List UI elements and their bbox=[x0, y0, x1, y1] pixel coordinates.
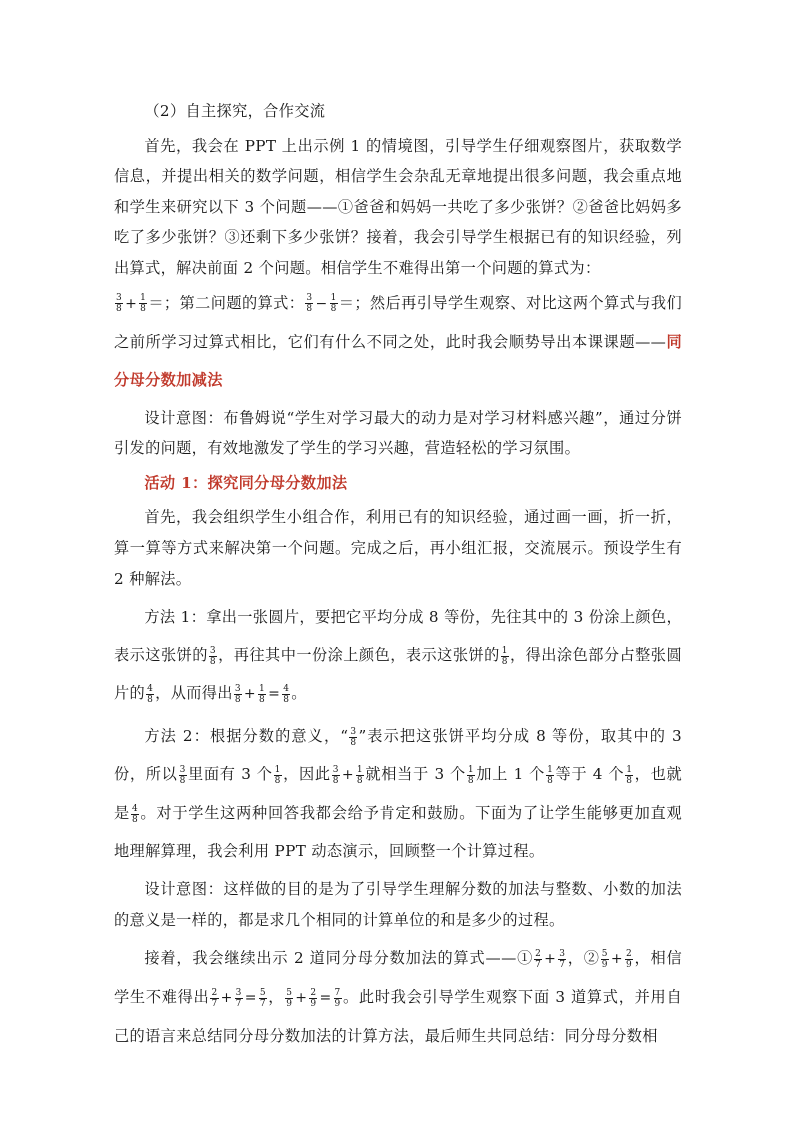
m2-text-a: 方法 2：根据分数的意义，“ bbox=[144, 727, 349, 746]
fraction-2-7: $\frac{2}{7}$ bbox=[211, 988, 218, 1010]
fraction-3-8: $\frac{3}{8}$ bbox=[306, 293, 313, 315]
p3-text-c: ，相信学生不难得出 bbox=[114, 949, 682, 1007]
fraction-4-8: $\frac{4}{8}$ bbox=[131, 803, 139, 825]
fraction-1-8: $\frac{1}{8}$ bbox=[467, 764, 474, 786]
heading-text: （2）自主探究，合作交流 bbox=[144, 102, 326, 120]
fraction-1-8: $\frac{1}{8}$ bbox=[259, 683, 266, 705]
m2-text-c: 里面有 3 个 bbox=[187, 765, 273, 784]
equals-sign: = bbox=[244, 990, 257, 1007]
m2-text-b: ”表示把这张饼平均分成 8 等份，取其中的 3 份，所以 bbox=[114, 727, 682, 784]
m2-text-i: 。对于学生这两种回答我都会给予肯定和鼓励。下面为了让学生能够更加直观地理解算理，我会利用 PPT 动态演示，回顾整一个计算过程。 bbox=[114, 804, 682, 861]
paragraph-design-intent-2 bbox=[114, 874, 682, 935]
fraction-3-8: $\frac{3}{8}$ bbox=[179, 764, 186, 786]
m1-text-c: ，得出涂色部分占整张圆片的 bbox=[114, 646, 682, 703]
section-heading bbox=[114, 96, 682, 127]
m2-text-d: ，因此 bbox=[282, 765, 331, 784]
equals-sign: = bbox=[268, 686, 281, 703]
paragraph-more-examples bbox=[114, 939, 682, 1055]
plus-sign: + bbox=[610, 951, 623, 968]
fraction-2-7: $\frac{2}{7}$ bbox=[535, 949, 542, 971]
paragraph-method-1 bbox=[114, 598, 682, 713]
m2-text-h: ，也就是 bbox=[114, 765, 682, 823]
p3-text-a: 接着，我会继续出示 2 道同分母分数加法的算式——① bbox=[144, 949, 534, 968]
activity-title: 活动 1：探究同分母分数加法 bbox=[144, 473, 348, 492]
design1-text: 设计意图：布鲁姆说“学生对学习最大的动力是对学习材料感兴趣”，通过分饼引发的问题，有效地激发了学生的学习兴趣，营造轻松的学习氛围。 bbox=[114, 408, 682, 458]
fraction-7-9: $\frac{7}{9}$ bbox=[334, 988, 341, 1010]
paragraph-method-2 bbox=[114, 717, 682, 870]
p3-text-b: ，② bbox=[567, 949, 600, 968]
plus-sign: + bbox=[243, 686, 257, 703]
plus-sign: + bbox=[295, 990, 308, 1007]
fraction-5-7: $\frac{5}{7}$ bbox=[259, 988, 266, 1010]
fraction-3-8: $\frac{3}{8}$ bbox=[332, 764, 339, 786]
fraction-3-8: $\frac{3}{8}$ bbox=[116, 293, 123, 315]
fraction-1-8: $\frac{1}{8}$ bbox=[626, 764, 633, 786]
activity-heading bbox=[114, 468, 682, 499]
lesson-title: 同分母分数加减法 bbox=[114, 332, 682, 389]
plus-sign: + bbox=[544, 951, 557, 968]
m2-text-f: 加上 1 个 bbox=[475, 765, 546, 784]
fraction-1-8: $\frac{1}{8}$ bbox=[501, 645, 508, 667]
minus-sign: − bbox=[315, 295, 328, 312]
equals-sign: = bbox=[319, 990, 332, 1007]
m1-text-b: ，再往其中一份涂上颜色，表示这张饼的 bbox=[217, 646, 500, 665]
p3-text-d: ， bbox=[267, 988, 285, 1007]
fraction-5-9: $\frac{5}{9}$ bbox=[601, 949, 608, 971]
intro-text-b: ＝；第二问题的算式： bbox=[148, 293, 305, 312]
m1-text-d: ，从而得出 bbox=[155, 684, 233, 703]
fraction-4-8: $\frac{4}{8}$ bbox=[147, 683, 154, 705]
paragraph-design-intent-1 bbox=[114, 403, 682, 464]
m1-text-a: 方法 1：拿出一张圆片，要把它平均分成 8 等份，先往其中的 3 份涂上颜色，表示这张饼的 bbox=[114, 608, 682, 665]
intro-text: 首先，我会在 PPT 上出示例 1 的情境图，引导学生仔细观察图片，获取数学信息，并提出相关的数学问题，相信学生会杂乱无章地提出很多问题，我会重点地和学生来研究以下 3 个问题——①爸爸和妈妈一共吃了多少张饼？②爸爸比妈妈多吃了多少张饼？③还剩下多少张饼？接着，我会引导学生根据已有的知识经验，列出算式，解决前面 2 个问题。相信学生不难得出第一个问题的算式为： bbox=[114, 136, 682, 277]
fraction-3-8: $\frac{3}{8}$ bbox=[209, 645, 216, 667]
plus-sign: + bbox=[341, 767, 354, 784]
fraction-5-9: $\frac{5}{9}$ bbox=[286, 988, 293, 1010]
plus-sign: + bbox=[125, 295, 138, 312]
fraction-1-8: $\frac{1}{8}$ bbox=[356, 764, 363, 786]
fraction-2-9: $\frac{2}{9}$ bbox=[625, 949, 633, 971]
fraction-3-7: $\frac{3}{7}$ bbox=[235, 988, 242, 1010]
paragraph-group-work bbox=[114, 502, 682, 594]
p3-text-e: 。此时我会引导学生观察下面 3 道算式，并用自己的语言来总结同分母分数加法的计算方法，最后师生共同总结：同分母分数相 bbox=[114, 988, 682, 1046]
plus-sign: + bbox=[220, 990, 233, 1007]
fraction-2-9: $\frac{2}{9}$ bbox=[310, 988, 317, 1010]
fraction-4-8: $\frac{4}{8}$ bbox=[283, 683, 290, 705]
group-work-text: 首先，我会组织学生小组合作，利用已有的知识经验，通过画一画，折一折，算一算等方式来解决第一个问题。完成之后，再小组汇报，交流展示。预设学生有 2 种解法。 bbox=[114, 508, 682, 588]
m2-text-g: 等于 4 个 bbox=[555, 765, 625, 784]
fraction-1-8: $\frac{1}{8}$ bbox=[274, 764, 281, 786]
design2-text: 设计意图：这样做的目的是为了引导学生理解分数的加法与整数、小数的加法的意义是一样的，都是求几个相同的计算单位的和是多少的过程。 bbox=[114, 880, 682, 929]
fraction-3-8: $\frac{3}{8}$ bbox=[234, 683, 241, 705]
fraction-1-8: $\frac{1}{8}$ bbox=[140, 293, 147, 315]
fraction-1-8: $\frac{1}{8}$ bbox=[547, 764, 554, 786]
m2-text-e: 就相当于 3 个 bbox=[365, 765, 466, 784]
paragraph-intro bbox=[114, 131, 682, 284]
fraction-3-8: $\frac{3}{8}$ bbox=[350, 726, 357, 748]
period: 。 bbox=[291, 684, 307, 703]
fraction-1-8: $\frac{1}{8}$ bbox=[330, 293, 337, 315]
paragraph-intro-formulas bbox=[114, 284, 682, 399]
intro-text-c: ＝；然后再引导学生观察、对比这两个算式与我们之前所学习过算式相比，它们有什么不同之处，此时我会顺势导出本课课题—— bbox=[114, 293, 682, 351]
fraction-3-7: $\frac{3}{7}$ bbox=[559, 949, 566, 971]
